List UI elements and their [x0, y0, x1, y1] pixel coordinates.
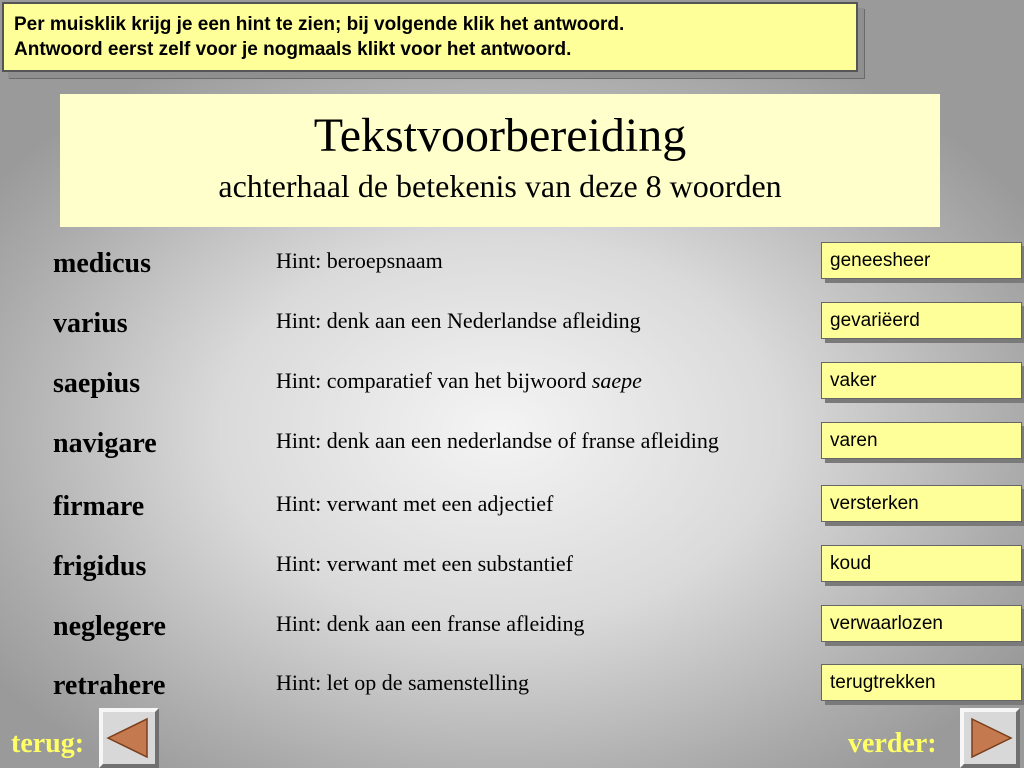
latin-word: saepius — [53, 368, 141, 399]
latin-word: varius — [53, 308, 128, 339]
answer-box[interactable]: geneesheer — [821, 242, 1022, 279]
answer-box[interactable]: vaker — [821, 362, 1022, 399]
latin-word: neglegere — [53, 611, 166, 642]
hint-text-main: Hint: comparatief van het bijwoord — [276, 368, 592, 393]
hint-text[interactable] — [276, 368, 820, 394]
page-subtitle: achterhaal de betekenis van deze 8 woorden — [218, 168, 782, 204]
hint-text[interactable]: Hint: verwant met een substantief — [276, 551, 573, 576]
hint-text[interactable]: Hint: beroepsnaam — [276, 248, 443, 273]
next-button[interactable] — [960, 708, 1020, 768]
back-button[interactable] — [99, 708, 159, 768]
latin-word: firmare — [53, 491, 145, 522]
arrow-right-icon — [964, 712, 1016, 764]
instruction-line-2: Antwoord eerst zelf voor je nogmaals klikt voor het antwoord. — [14, 39, 572, 60]
word-row — [0, 242, 1024, 292]
hint-text[interactable]: Hint: denk aan een nederlandse of franse afleiding — [276, 428, 719, 453]
page-title: Tekstvoorbereiding — [313, 109, 687, 162]
latin-word: medicus — [53, 248, 151, 279]
next-label: verder: — [848, 728, 937, 759]
answer-box[interactable]: terugtrekken — [821, 664, 1022, 701]
instruction-line-1: Per muisklik krijg je een hint te zien; bij volgende klik het antwoord. — [14, 14, 625, 35]
word-row — [0, 485, 1024, 535]
answer-box[interactable]: koud — [821, 545, 1022, 582]
latin-word: retrahere — [53, 670, 166, 701]
hint-text[interactable]: Hint: let op de samenstelling — [276, 670, 529, 695]
answer-box[interactable]: varen — [821, 422, 1022, 459]
instruction-note — [2, 2, 858, 72]
word-row — [0, 605, 1024, 655]
latin-word: frigidus — [53, 551, 147, 582]
title-box — [60, 94, 940, 227]
word-row — [0, 545, 1024, 595]
answer-box[interactable]: versterken — [821, 485, 1022, 522]
answer-box[interactable]: gevariëerd — [821, 302, 1022, 339]
word-row — [0, 422, 1024, 472]
word-row — [0, 302, 1024, 352]
word-row — [0, 664, 1024, 714]
arrow-left-icon — [103, 712, 155, 764]
latin-word: navigare — [53, 428, 157, 459]
hint-text[interactable]: Hint: denk aan een Nederlandse afleiding — [276, 308, 641, 333]
hint-text-italic: saepe — [591, 368, 642, 393]
hint-text[interactable]: Hint: verwant met een adjectief — [276, 491, 554, 516]
back-label: terug: — [11, 728, 85, 759]
hint-text[interactable]: Hint: denk aan een franse afleiding — [276, 611, 585, 636]
answer-box[interactable]: verwaarlozen — [821, 605, 1022, 642]
word-row — [0, 362, 1024, 412]
